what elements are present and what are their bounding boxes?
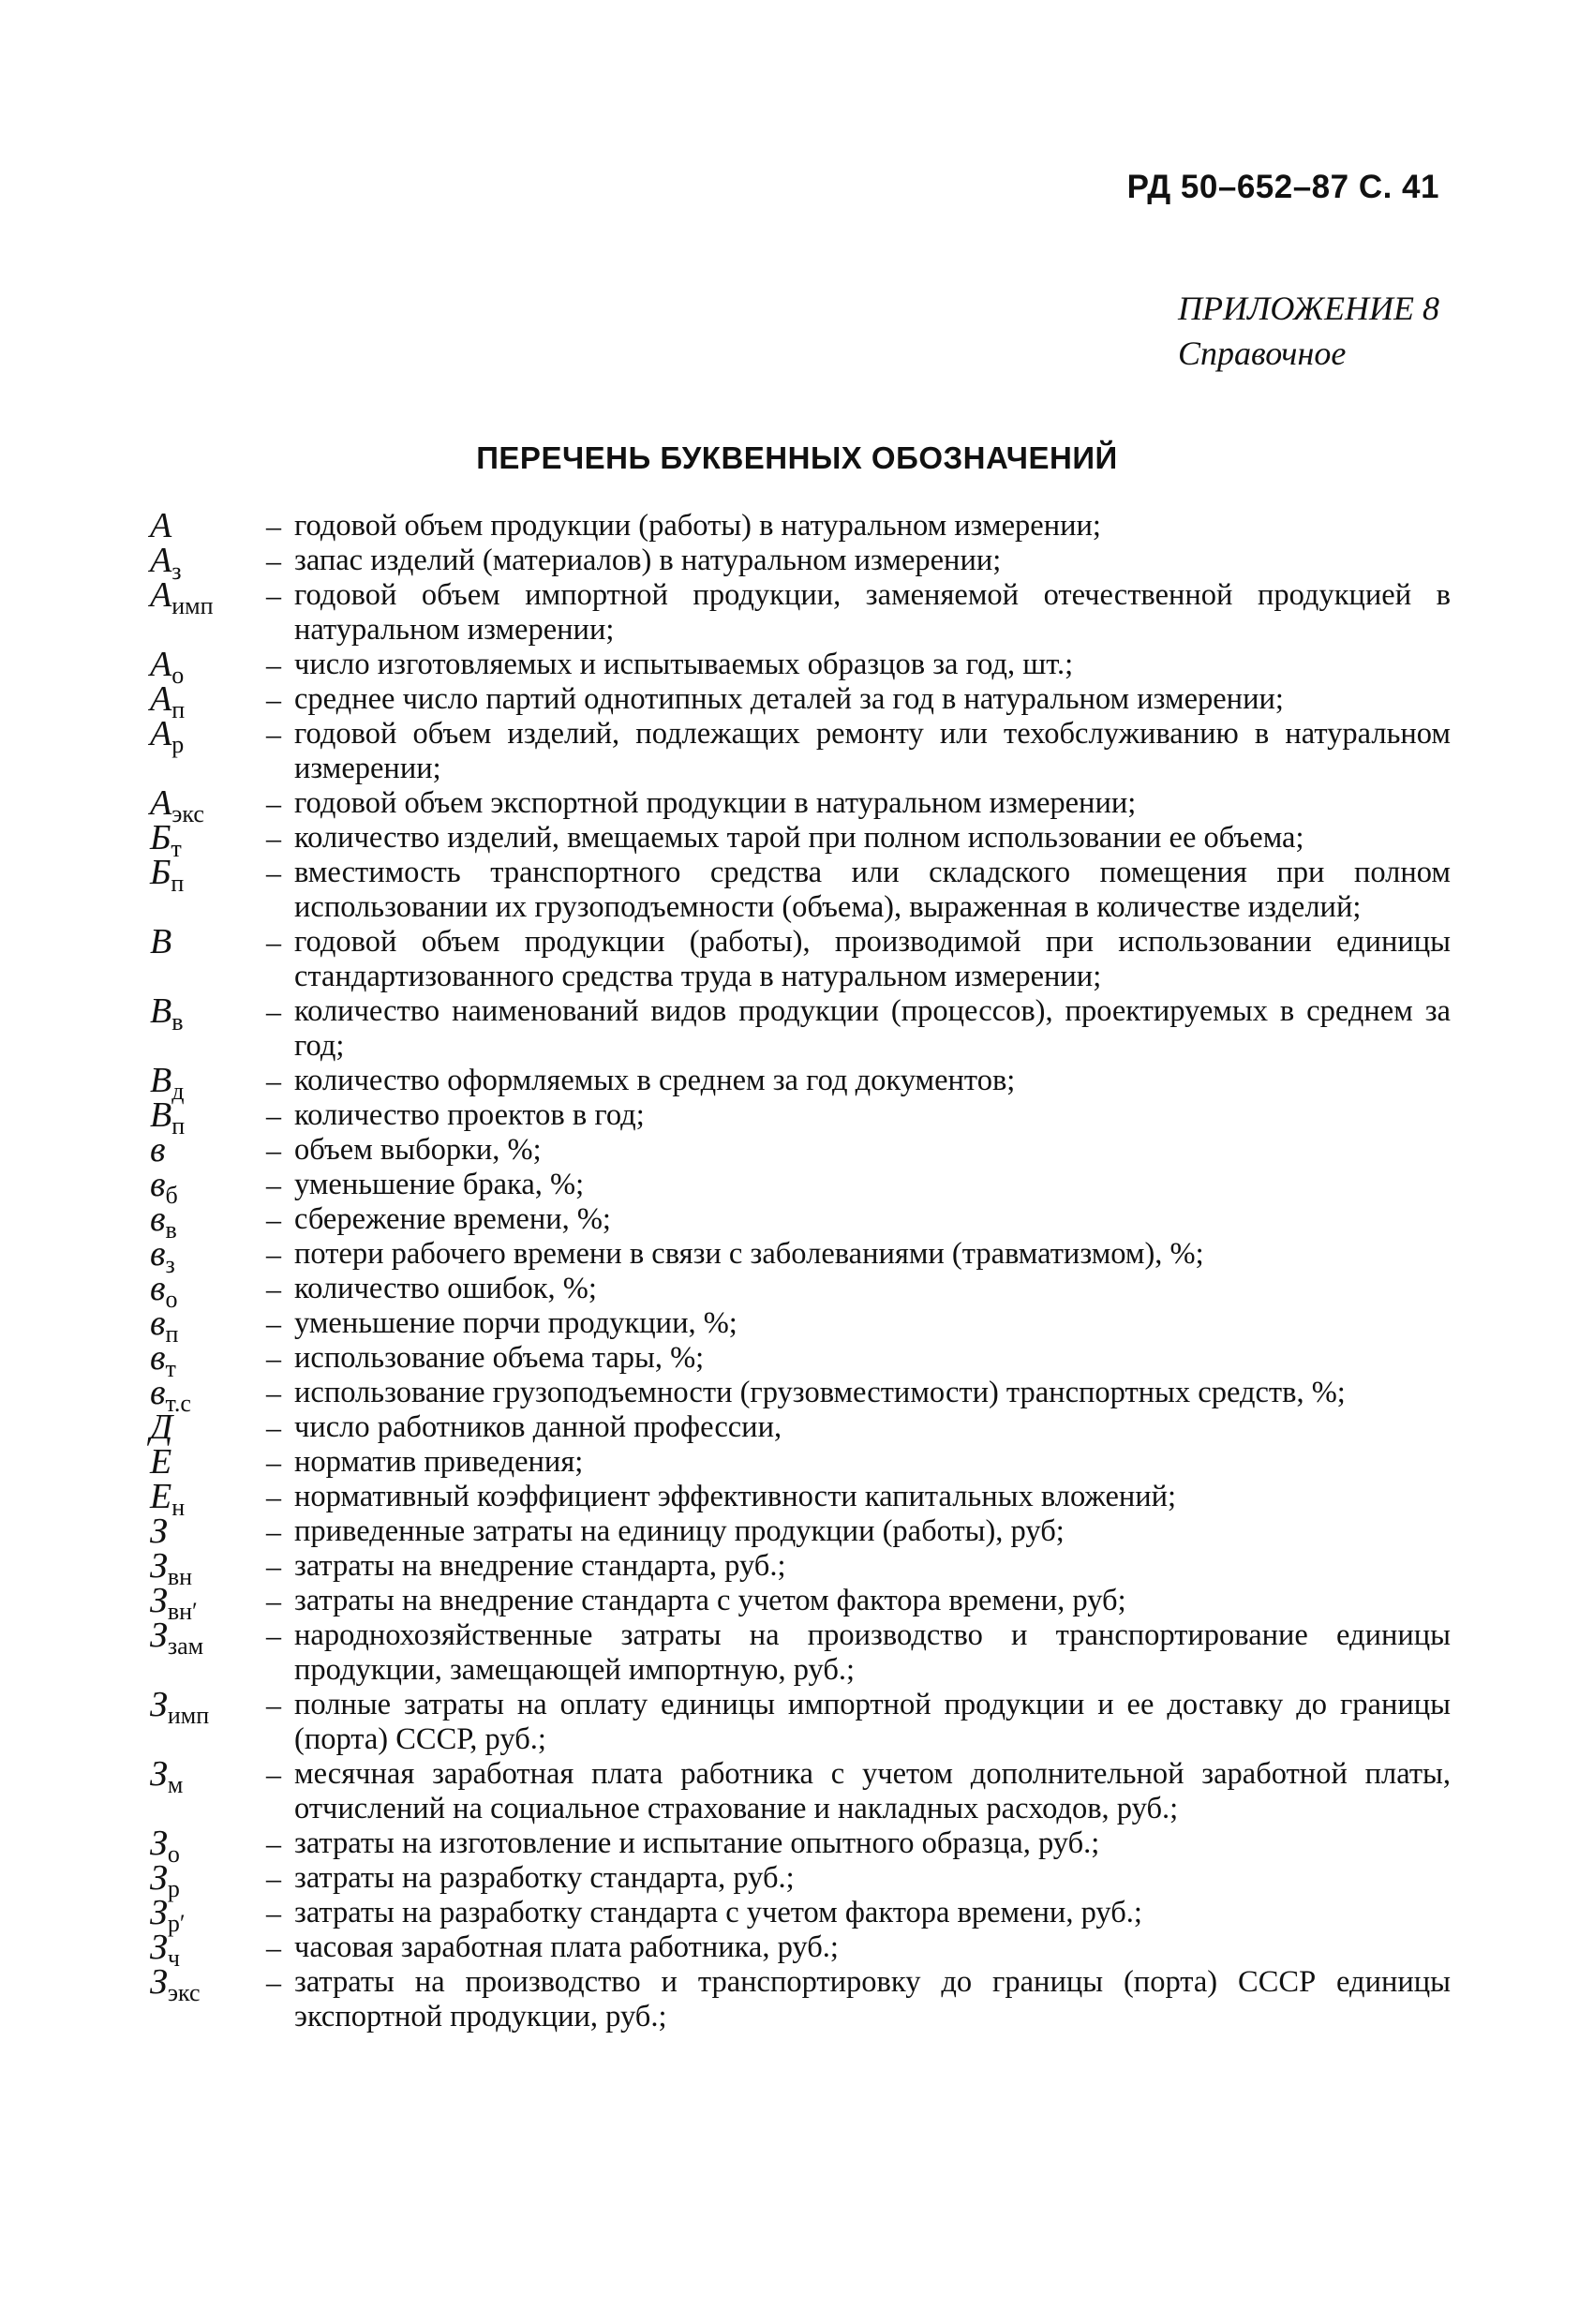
symbol-definition: годовой объем изделий, подлежащих ремонту или техобслуживанию в натуральном измерении; — [294, 717, 1451, 785]
symbol-entry — [150, 922, 1451, 994]
dash-separator: – — [266, 1168, 281, 1201]
symbol-letter: в — [150, 1199, 166, 1239]
symbol-entry — [150, 1962, 1451, 2034]
symbol-letter: в — [150, 1338, 166, 1378]
symbol-letter: А — [150, 714, 172, 753]
symbol-subscript: зам — [167, 1632, 204, 1660]
symbol-definition: затраты на внедрение стандарта с учетом фактора времени, руб; — [294, 1584, 1126, 1617]
appendix-type: Справочное — [1178, 335, 1347, 372]
symbol-letter: Б — [150, 818, 171, 857]
symbol-letter: в — [150, 1304, 166, 1343]
symbol-definition: затраты на внедрение стандарта, руб.; — [294, 1549, 786, 1583]
symbol-letter: А — [150, 506, 172, 545]
symbol-definition: среднее число партий однотипных деталей за год в натуральном измерении; — [294, 682, 1284, 716]
symbol-letter: Д — [150, 1408, 173, 1447]
symbol — [150, 1685, 253, 1729]
dash-separator: – — [266, 1376, 281, 1409]
symbol-definition: месячная заработная плата работника с учетом дополнительной заработной платы, отчислений на социальное страхование и накладных расходов, руб.; — [294, 1757, 1451, 1825]
symbol — [150, 1581, 253, 1625]
symbol-entry — [150, 1269, 1451, 1313]
symbol-definition: потери рабочего времени в связи с заболеваниями (травматизмом), %; — [294, 1237, 1204, 1271]
dash-separator: – — [266, 1445, 281, 1479]
symbol — [150, 506, 253, 545]
symbol-entry — [150, 679, 1451, 723]
symbol-entry — [150, 818, 1451, 862]
symbol-letter: в — [150, 1269, 166, 1308]
symbol-letter: В — [150, 922, 172, 961]
symbol-entry — [150, 1304, 1451, 1348]
symbol-letter: З — [150, 1546, 168, 1586]
symbol-entry — [150, 1685, 1451, 1757]
symbol — [150, 1304, 253, 1348]
symbol-subscript: п — [171, 1112, 186, 1140]
symbol-entry — [150, 1442, 1451, 1482]
symbol-entry — [150, 1061, 1451, 1105]
symbol-definition: народнохозяйственные затраты на производство и транспортирование единицы продукции, замещающей импортную, руб.; — [294, 1618, 1451, 1687]
symbol-subscript: о — [165, 1286, 178, 1313]
dash-separator: – — [266, 1861, 281, 1895]
symbol-list — [150, 506, 1451, 2034]
dash-separator: – — [266, 509, 281, 543]
symbol-entry — [150, 714, 1451, 786]
symbol-definition: количество проектов в год; — [294, 1098, 645, 1132]
dash-separator: – — [266, 1584, 281, 1617]
symbol-definition: часовая заработная плата работника, руб.; — [294, 1930, 839, 1964]
symbol-letter: В — [150, 1061, 172, 1100]
symbol-definition: сбережение времени, %; — [294, 1202, 611, 1236]
symbol-entry — [150, 1858, 1451, 1902]
symbol-subscript: т — [165, 1355, 176, 1382]
symbol — [150, 922, 253, 961]
symbol — [150, 1269, 253, 1313]
dash-separator: – — [266, 994, 281, 1028]
symbol — [150, 1858, 253, 1902]
symbol-entry — [150, 1928, 1451, 1972]
symbol-letter: З — [150, 1824, 168, 1863]
symbol-subscript: экс — [167, 1979, 201, 2006]
symbol-definition: затраты на разработку стандарта, руб.; — [294, 1861, 795, 1895]
symbol — [150, 853, 253, 897]
symbol — [150, 783, 253, 827]
symbol-letter: З — [150, 1893, 168, 1932]
page-title: ПЕРЕЧЕНЬ БУКВЕННЫХ ОБОЗНАЧЕНИЙ — [476, 440, 1118, 475]
symbol-definition: использование грузоподъемности (грузовместимости) транспортных средств, %; — [294, 1376, 1346, 1409]
symbol — [150, 1824, 253, 1868]
dash-separator: – — [266, 856, 281, 889]
symbol-subscript: т.с — [165, 1390, 191, 1417]
symbol-definition: количество наименований видов продукции (процессов), проектируемых в среднем за год; — [294, 994, 1451, 1063]
dash-separator: – — [266, 821, 281, 855]
dash-separator: – — [266, 1306, 281, 1340]
symbol-subscript: о — [171, 662, 185, 689]
symbol-entry — [150, 1754, 1451, 1826]
dash-separator: – — [266, 682, 281, 716]
dash-separator: – — [266, 1826, 281, 1860]
symbol-entry — [150, 1546, 1451, 1590]
dash-separator: – — [266, 1896, 281, 1929]
dash-separator: – — [266, 1757, 281, 1791]
dash-separator: – — [266, 1965, 281, 1999]
dash-separator: – — [266, 1237, 281, 1271]
symbol-entry — [150, 645, 1451, 689]
symbol-subscript: н — [171, 1494, 186, 1521]
dash-separator: – — [266, 1202, 281, 1236]
symbol-subscript: о — [167, 1840, 180, 1868]
symbol — [150, 1616, 253, 1660]
symbol-letter: Е — [150, 1442, 172, 1482]
symbol-entry — [150, 1618, 1451, 1688]
symbol-letter: в — [150, 1165, 166, 1204]
symbol — [150, 541, 253, 585]
page-header-code: РД 50–652–87 С. 41 — [1126, 169, 1439, 205]
symbol — [150, 714, 253, 758]
symbol-subscript: вн — [167, 1563, 193, 1590]
symbol-definition: годовой объем импортной продукции, заменяемой отечественной продукцией в натуральном измерении; — [294, 578, 1451, 647]
dash-separator: – — [266, 1618, 281, 1652]
dash-separator: – — [266, 578, 281, 612]
symbol-definition: запас изделий (материалов) в натуральном измерении; — [294, 544, 1002, 577]
symbol-letter: А — [150, 679, 172, 719]
dash-separator: – — [266, 1549, 281, 1583]
symbol-subscript: экс — [171, 800, 204, 827]
symbol-subscript: п — [171, 696, 186, 723]
symbol — [150, 1199, 253, 1244]
dash-separator: – — [266, 1514, 281, 1548]
dash-separator: – — [266, 1133, 281, 1167]
symbol-letter: В — [150, 1095, 172, 1135]
symbol-definition: количество изделий, вмещаемых тарой при полном использовании ее объема; — [294, 821, 1304, 855]
symbol-entry — [150, 1234, 1451, 1278]
symbol-entry — [150, 1581, 1451, 1625]
symbol-entry — [150, 1338, 1451, 1382]
symbol-subscript: в — [171, 1008, 184, 1035]
symbol-definition: норматив приведения; — [294, 1445, 584, 1479]
symbol — [150, 645, 253, 689]
appendix-label: ПРИЛОЖЕНИЕ 8 — [1178, 290, 1439, 327]
symbol-letter: З — [150, 1754, 168, 1794]
symbol-entry — [150, 853, 1451, 925]
symbol-definition: нормативный коэффициент эффективности капитальных вложений; — [294, 1480, 1177, 1513]
symbol-definition: затраты на изготовление и испытание опытного образца, руб.; — [294, 1826, 1100, 1860]
symbol — [150, 1962, 253, 2006]
dash-separator: – — [266, 925, 281, 959]
symbol-definition: число работников данной профессии, — [294, 1410, 782, 1444]
symbol-definition: годовой объем экспортной продукции в натуральном измерении; — [294, 786, 1137, 820]
dash-separator: – — [266, 1410, 281, 1444]
symbol-definition: объем выборки, %; — [294, 1133, 542, 1167]
symbol-entry — [150, 1130, 1451, 1169]
appendix-block — [1178, 286, 1439, 376]
symbol-subscript: б — [165, 1182, 178, 1209]
symbol-entry — [150, 575, 1451, 648]
symbol-entry — [150, 1095, 1451, 1140]
symbol-definition: полные затраты на оплату единицы импортной продукции и ее доставку до границы (порта) СССР, руб.; — [294, 1688, 1451, 1756]
symbol-subscript: в — [165, 1216, 177, 1244]
symbol — [150, 1928, 253, 1972]
dash-separator: – — [266, 1098, 281, 1132]
symbol-entry — [150, 1514, 1451, 1549]
dash-separator: – — [266, 1930, 281, 1964]
symbol-definition: затраты на разработку стандарта с учетом фактора времени, руб.; — [294, 1896, 1142, 1929]
symbol — [150, 1165, 253, 1209]
symbol-letter: З — [150, 1928, 168, 1967]
dash-separator: – — [266, 544, 281, 577]
symbol-entry — [150, 1824, 1451, 1868]
dash-separator: – — [266, 1341, 281, 1375]
symbol-letter: А — [150, 783, 172, 823]
symbol-letter: Е — [150, 1477, 172, 1516]
symbol — [150, 1338, 253, 1382]
symbol-letter: З — [150, 1616, 168, 1655]
symbol-letter: Б — [150, 853, 171, 892]
symbol-definition: вместимость транспортного средства или складского помещения при полном использовании их грузоподъемности (объема), выраженная в количестве изделий; — [294, 856, 1451, 924]
symbol-entry — [150, 991, 1451, 1064]
symbol-letter: А — [150, 575, 172, 615]
symbol-definition: использование объема тары, %; — [294, 1341, 705, 1375]
dash-separator: – — [266, 1064, 281, 1097]
symbol — [150, 991, 253, 1035]
symbol-entry — [150, 1477, 1451, 1521]
symbol-entry — [150, 1165, 1451, 1209]
symbol — [150, 1477, 253, 1521]
symbol-entry — [150, 1410, 1451, 1445]
dash-separator: – — [266, 717, 281, 751]
symbol-subscript: м — [167, 1771, 184, 1798]
symbol — [150, 1373, 253, 1417]
symbol-entry — [150, 1893, 1451, 1937]
symbol — [150, 1893, 253, 1937]
symbol-definition: годовой объем продукции (работы) в натуральном измерении; — [294, 509, 1101, 543]
dash-separator: – — [266, 786, 281, 820]
symbol-letter: в — [150, 1130, 166, 1169]
symbol-subscript: п — [165, 1320, 179, 1348]
symbol-entry — [150, 541, 1451, 585]
symbol — [150, 1410, 253, 1445]
symbol-definition: затраты на производство и транспортировку до границы (порта) СССР единицы экспортной продукции, руб.; — [294, 1965, 1451, 2034]
symbol — [150, 1754, 253, 1798]
symbol-definition: приведенные затраты на единицу продукции (работы), руб; — [294, 1514, 1065, 1548]
symbol-letter: В — [150, 991, 172, 1031]
symbol — [150, 818, 253, 862]
symbol-letter: З — [150, 1581, 168, 1620]
symbol — [150, 575, 253, 619]
symbol — [150, 1130, 253, 1169]
symbol-subscript: имп — [167, 1702, 210, 1729]
symbol-subscript: д — [171, 1078, 185, 1105]
dash-separator: – — [266, 648, 281, 681]
symbol-letter: З — [150, 1685, 168, 1724]
symbol-subscript: имп — [171, 592, 214, 619]
symbol-subscript: з — [165, 1251, 175, 1278]
symbol-entry — [150, 783, 1451, 827]
symbol-subscript: т — [171, 835, 182, 862]
dash-separator: – — [266, 1272, 281, 1305]
symbol-subscript: ч — [167, 1944, 180, 1972]
symbol-letter: З — [150, 1512, 168, 1551]
symbol-letter: З — [150, 1858, 168, 1898]
symbol-subscript: р′ — [167, 1910, 186, 1937]
symbol-definition: количество ошибок, %; — [294, 1272, 597, 1305]
symbol-subscript: р — [167, 1875, 180, 1902]
symbol-subscript: з — [171, 558, 182, 585]
symbol — [150, 1234, 253, 1278]
symbol-entry — [150, 1373, 1451, 1417]
symbol-subscript: р — [171, 731, 185, 758]
symbol — [150, 679, 253, 723]
symbol-letter: в — [150, 1373, 166, 1412]
symbol-subscript: вн′ — [167, 1598, 198, 1625]
symbol-entry — [150, 506, 1451, 545]
symbol — [150, 1442, 253, 1482]
dash-separator: – — [266, 1480, 281, 1513]
symbol-definition: число изготовляемых и испытываемых образцов за год, шт.; — [294, 648, 1074, 681]
symbol-letter: А — [150, 645, 172, 684]
symbol-subscript: п — [171, 870, 185, 897]
dash-separator: – — [266, 1688, 281, 1721]
symbol-letter: А — [150, 541, 172, 580]
symbol — [150, 1546, 253, 1590]
symbol — [150, 1514, 253, 1549]
symbol-definition: уменьшение порчи продукции, %; — [294, 1306, 737, 1340]
symbol-definition: уменьшение брака, %; — [294, 1168, 585, 1201]
symbol — [150, 1061, 253, 1105]
symbol-letter: З — [150, 1962, 168, 2002]
symbol-definition: годовой объем продукции (работы), производимой при использовании единицы стандартизованного средства труда в натуральном измерении; — [294, 925, 1451, 993]
symbol-entry — [150, 1199, 1451, 1244]
symbol-letter: в — [150, 1234, 166, 1274]
symbol — [150, 1095, 253, 1140]
symbol-definition: количество оформляемых в среднем за год документов; — [294, 1064, 1016, 1097]
